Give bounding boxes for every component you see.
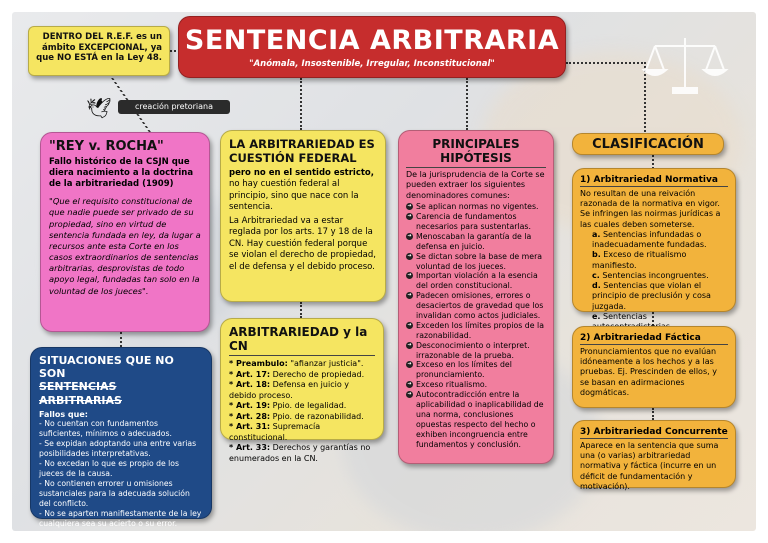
sub-text: Sentencias bbox=[603, 311, 647, 321]
cuestion-federal-text2: La Arbitrariedad va a estar reglada por los arts. 17 y 18 de la CN. Hay cuestión federal porque se violan el derecho de propiedad, el de defensa y el debido proceso. bbox=[229, 215, 376, 272]
cn-row-value: Ppio. de legalidad. bbox=[270, 401, 347, 411]
hipotesis-item-text: Menoscaban la garantía de la defensa en juicio. bbox=[416, 231, 532, 251]
fallos-label: Fallos que: bbox=[39, 409, 88, 419]
cuestion-federal-heading: LA ARBITRARIEDAD ES CUESTIÓN FEDERAL bbox=[229, 137, 375, 166]
cn-row-value: "afianzar justicia". bbox=[287, 359, 364, 368]
rey-rocha-summary: Fallo histórico de la CSJN que diera nacimiento a la doctrina de la arbitrariedad (1909) bbox=[49, 157, 194, 190]
normativa-sub bbox=[580, 271, 728, 281]
rey-rocha-heading: "REY v. ROCHA" bbox=[49, 139, 164, 154]
cn-row-key: * Art. 18: bbox=[229, 380, 271, 390]
situaciones-list bbox=[39, 419, 203, 529]
arrow-bullet-icon: ➜ bbox=[407, 292, 412, 299]
cn-row-value: Ppio. de razonabilidad. bbox=[270, 411, 364, 421]
situaciones-heading-line1: SITUACIONES QUE NO SON bbox=[39, 354, 174, 381]
list-item bbox=[406, 202, 546, 212]
connector bbox=[652, 408, 654, 420]
page-title: SENTENCIA ARBITRARIA bbox=[184, 25, 560, 56]
hipotesis-intro: De la jurisprudencia de la Corte se pueden extraer los siguientes denominadores comunes: bbox=[406, 170, 545, 200]
arrow-bullet-icon: ➜ bbox=[407, 391, 412, 398]
list-item bbox=[406, 232, 546, 252]
arrow-bullet-icon: ➜ bbox=[407, 272, 412, 279]
hipotesis-item-text: Exceden los límites propios de la razonabilidad. bbox=[416, 320, 544, 340]
hipotesis-card bbox=[398, 130, 554, 464]
cn-row-value: Derechos y garantías no enumerados en la CN. bbox=[229, 443, 371, 463]
cn-row bbox=[229, 370, 375, 381]
hipotesis-item-text: Importan violación a la esencia del orden constitucional. bbox=[416, 271, 538, 291]
hipotesis-item-text: Autocontradicción entre la aplicabilidad o inaplicabilidad de una norma, conclusiones opuestas respecto del hecho o exhiben incongruencia entre fundamentos y conclusión. bbox=[416, 390, 544, 449]
arrow-bullet-icon: ➜ bbox=[407, 213, 412, 220]
creacion-pretoriana-label: creación pretoriana bbox=[118, 100, 230, 114]
page-subtitle: "Anómala, Insostenible, Irregular, Inconstitucional" bbox=[249, 59, 495, 69]
hipotesis-heading: PRINCIPALES HIPÓTESIS bbox=[406, 137, 546, 168]
arbitrariedad-cn-card bbox=[220, 318, 384, 463]
cn-row bbox=[229, 443, 375, 464]
hipotesis-item-text: Exceso en los límites del pronunciamiento. bbox=[416, 360, 512, 380]
cn-row bbox=[229, 412, 375, 423]
sub-text: Sentencias incongruentes. bbox=[599, 270, 709, 280]
cn-row-key: * Art. 17: bbox=[229, 369, 271, 379]
hipotesis-item-text: Exceso ritualismo. bbox=[416, 380, 488, 390]
connector bbox=[300, 302, 302, 318]
list-item bbox=[406, 341, 546, 361]
list-item: - No contienen errorer u omisiones sustanciales para la adecuada solución del conflicto. bbox=[39, 478, 190, 508]
hipotesis-list bbox=[406, 202, 546, 449]
cuestion-federal-text bbox=[229, 168, 377, 214]
list-item: - No cuentan con fundamentos suficientes, mínimos o adecuados. bbox=[39, 418, 172, 438]
list-item bbox=[406, 291, 546, 321]
arbitrariedad-normativa-card bbox=[572, 168, 736, 321]
hipotesis-item-text: Carencia de fundamentos necesarios para sustentarlas. bbox=[416, 212, 531, 231]
list-item: - Se expidan adoptando una entre varias posibilidades interpretativas. bbox=[39, 438, 197, 458]
concurrente-title: 3) Arbitrariedad Concurrente bbox=[580, 427, 728, 437]
situaciones-heading-line2: SENTENCIAS ARBITRARIAS bbox=[39, 380, 122, 407]
list-item bbox=[406, 380, 546, 390]
normativa-text: No resultan de una reivación razonada de la normativa en vigor. Se infringen las noirmas jurídicas a las cuales deben someterse. bbox=[580, 189, 721, 229]
list-item bbox=[406, 360, 546, 380]
concurrente-text: Aparece en la sentencia que suma una (o varias) arbitrariedad normativa y fáctica (incurre en un déficit de fundamentación y motivación). bbox=[580, 441, 719, 491]
title-banner bbox=[178, 16, 566, 78]
sub-letter: c. bbox=[592, 270, 600, 280]
hipotesis-item-text: Se dictan sobre la base de mera voluntad de los jueces. bbox=[416, 251, 543, 271]
normativa-title: 1) Arbitrariedad Normativa bbox=[580, 175, 728, 187]
situaciones-heading bbox=[39, 354, 203, 407]
cn-row-key: * Art. 33: bbox=[229, 443, 271, 453]
normativa-sub bbox=[580, 250, 728, 270]
cuestion-federal-text1: no hay cuestión federal al principio, sino que nace con la sentencia. bbox=[229, 179, 359, 213]
connector bbox=[120, 332, 122, 347]
arrow-bullet-icon: ➜ bbox=[407, 381, 412, 388]
bird-icon: 🕊 bbox=[86, 96, 112, 120]
cn-row-value: Derecho de propiedad. bbox=[270, 369, 365, 379]
clasificacion-header bbox=[572, 133, 724, 155]
arrow-bullet-icon: ➜ bbox=[407, 232, 412, 239]
sub-text: Exceso de ritualismo manifiesto. bbox=[592, 250, 687, 270]
cn-row-key: * Preambulo: bbox=[229, 359, 288, 368]
hipotesis-item-text: Se aplican normas no vigentes. bbox=[416, 202, 539, 212]
cn-row bbox=[229, 401, 375, 412]
connector bbox=[652, 155, 654, 169]
situaciones-card bbox=[30, 347, 212, 528]
sub-letter: d. bbox=[592, 281, 601, 291]
connector bbox=[466, 78, 468, 130]
arbitrariedad-concurrente-card bbox=[572, 420, 736, 491]
arrow-bullet-icon: ➜ bbox=[407, 203, 412, 210]
arrow-bullet-icon: ➜ bbox=[407, 361, 412, 368]
list-item: - No se aparten manifiestamente de la ley cualquiera sea su acierto o su error. bbox=[39, 508, 202, 528]
cn-row-key: * Art. 28: bbox=[229, 411, 271, 421]
hipotesis-item-text: Desconocimiento o interpret. irrazonable de la prueba. bbox=[416, 340, 530, 360]
cn-row-value: Defensa en juicio y debido proceso. bbox=[229, 380, 349, 400]
list-item bbox=[406, 212, 546, 232]
sub-letter: e. bbox=[592, 311, 601, 321]
connector bbox=[566, 62, 646, 132]
ref-note-text: DENTRO DEL R.E.F. es un ámbito EXCEPCIONAL, ya que NO ESTÁ en la Ley 48. bbox=[36, 32, 162, 64]
connector bbox=[300, 78, 302, 130]
list-item: - No excedan lo que es propio de los jueces de la causa. bbox=[39, 458, 180, 478]
cuestion-federal-bold: pero no en el sentido estricto, bbox=[229, 167, 375, 178]
normativa-sub bbox=[580, 230, 728, 250]
arbitrariedad-cn-heading: ARBITRARIEDAD y la CN bbox=[229, 325, 375, 356]
rey-rocha-quote: "Que el requisito constitucional de que nadie puede ser privado de su propiedad, sino en virtud de sentencia fundada en ley, da lugar a recursos ante esta Corte en los casos extraordinarios de sentencias arbitrarias, desprovistas de todo apoyo legal, fundadas tan solo en la voluntad de los jueces". bbox=[49, 196, 201, 296]
clasificacion-heading: CLASIFICACIÓN bbox=[592, 137, 704, 152]
cn-row bbox=[229, 359, 375, 370]
justice-scale-icon bbox=[640, 30, 730, 100]
sub-text: Sentencias que violan el principio de preclusión y cosa juzgada. bbox=[592, 281, 711, 311]
sub-letter: a. bbox=[592, 229, 601, 239]
hipotesis-item-text: Padecen omisiones, errores o desaciertos de gravedad que los invalidan como actos judiciales. bbox=[416, 291, 544, 320]
rey-rocha-card bbox=[40, 132, 210, 332]
cuestion-federal-card bbox=[220, 130, 386, 302]
cn-row-value: Supremacía constitucional. bbox=[229, 422, 321, 442]
ref-note bbox=[28, 26, 170, 76]
factica-title: 2) Arbitrariedad Fáctica bbox=[580, 333, 728, 345]
list-item bbox=[406, 252, 546, 272]
arbitrariedad-factica-card bbox=[572, 326, 736, 408]
cn-row-key: * Art. 31: bbox=[229, 422, 271, 432]
cn-row-key: * Art. 19: bbox=[229, 401, 271, 411]
cn-row bbox=[229, 380, 375, 401]
sub-text: Sentencias infundadas o inadecuadamente fundadas. bbox=[592, 229, 707, 250]
list-item bbox=[406, 271, 546, 291]
arrow-bullet-icon: ➜ bbox=[407, 321, 412, 328]
arrow-bullet-icon: ➜ bbox=[407, 252, 412, 259]
arrow-bullet-icon: ➜ bbox=[407, 341, 412, 348]
sub-letter: b. bbox=[592, 250, 601, 260]
list-item bbox=[406, 321, 546, 341]
factica-text: Pronunciamientos que no evalúan idóneamente a los hechos y a las pruebas. Ej. Prescinden de ellos, y se basan en adirmaciones dogmáticas. bbox=[580, 347, 717, 397]
list-item bbox=[406, 390, 546, 449]
normativa-sub bbox=[580, 281, 728, 312]
cn-row bbox=[229, 422, 375, 443]
